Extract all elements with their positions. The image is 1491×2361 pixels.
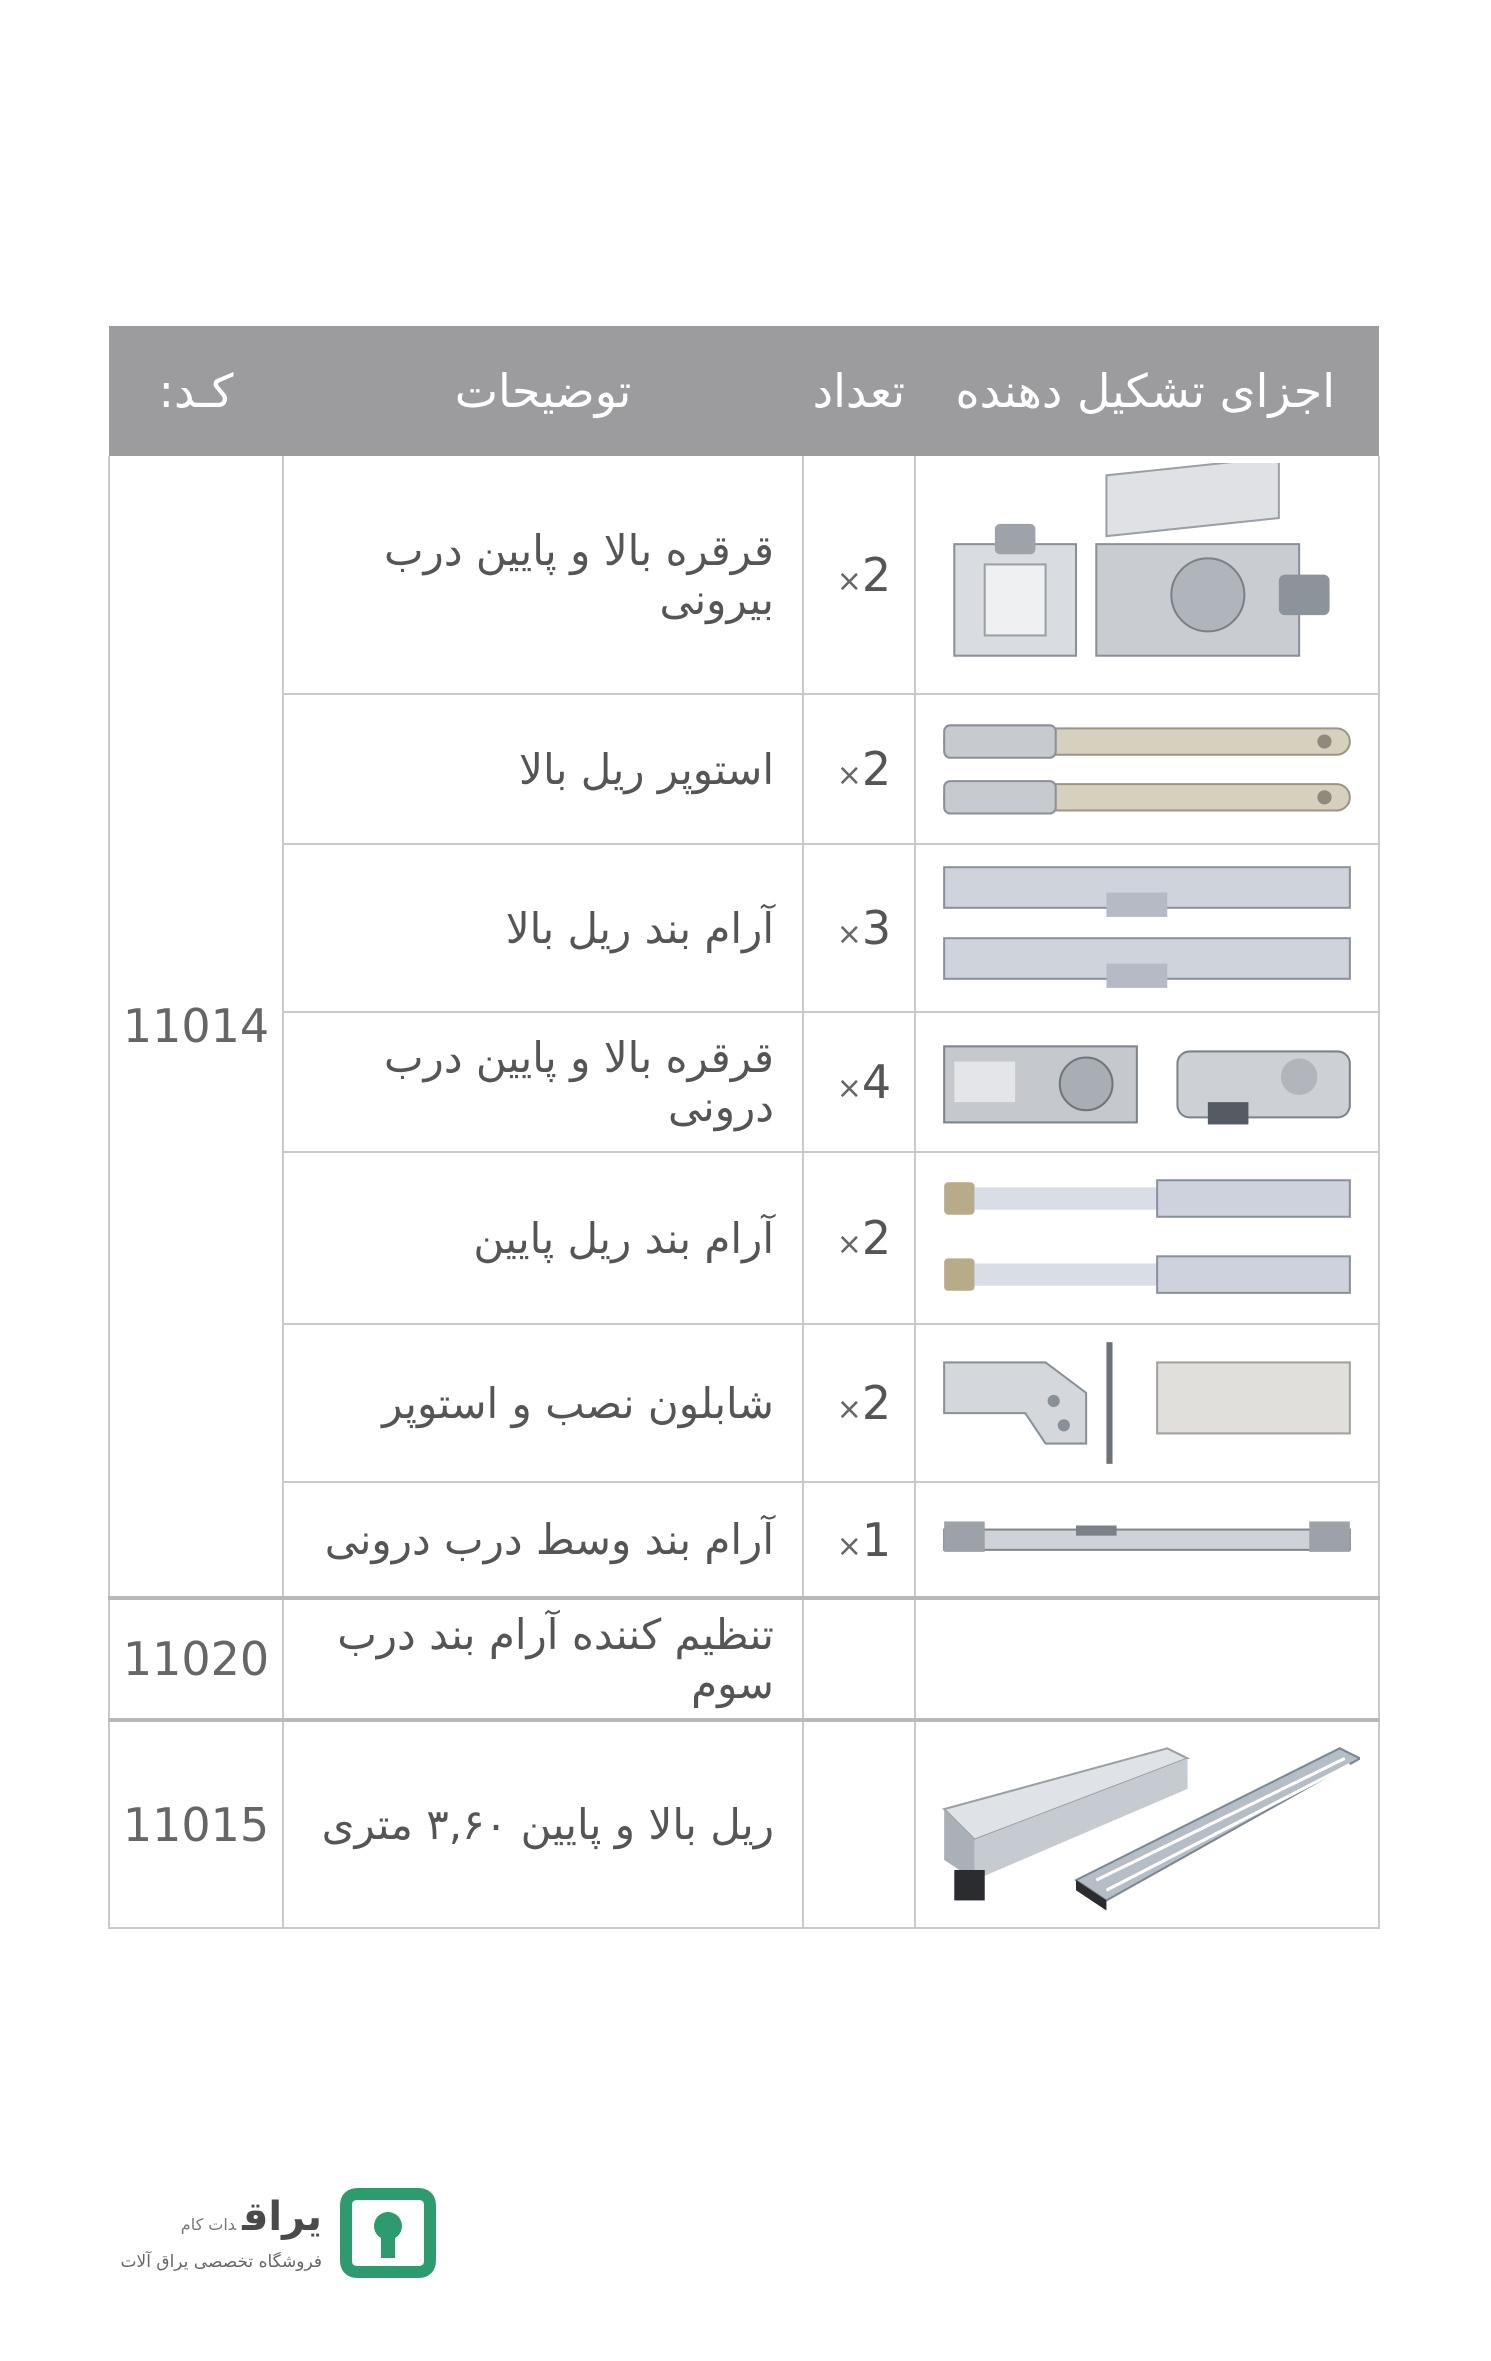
top-damper-icon <box>934 852 1360 1004</box>
table-row <box>109 1324 1379 1482</box>
brand-tagline: فروشگاه تخصصی یراق آلات <box>120 2252 322 2272</box>
door-roller-assembly-icon <box>934 463 1360 686</box>
header-components: اجزای تشکیل دهنده <box>915 326 1379 456</box>
description-cell: شابلون نصب و استوپر <box>283 1324 803 1482</box>
quantity-value: 2 <box>861 1211 892 1265</box>
keyhole-logo-icon <box>338 2186 438 2280</box>
table-row <box>109 1720 1379 1928</box>
part-image-cell <box>915 1598 1379 1720</box>
code-cell: 11015 <box>109 1720 283 1928</box>
multiply-sign: × <box>836 1392 862 1427</box>
brand-title: یراق <box>242 2194 322 2240</box>
bottom-damper-icon <box>934 1162 1360 1314</box>
code-cell: 11014 <box>109 456 283 1598</box>
description-cell: استوپر ریل بالا <box>283 694 803 844</box>
part-image-cell <box>915 1012 1379 1152</box>
template-plate-icon <box>934 1332 1360 1474</box>
quantity-value: 4 <box>861 1055 892 1109</box>
rail-stopper-icon <box>934 703 1360 835</box>
multiply-sign: × <box>836 1227 862 1262</box>
description-cell: تنظیم کننده آرام بند درب سوم <box>283 1598 803 1720</box>
quantity-cell <box>803 844 915 1012</box>
table-row <box>109 844 1379 1012</box>
multiply-sign: × <box>836 1071 862 1106</box>
aluminum-rail-icon <box>934 1728 1360 1921</box>
multiply-sign: × <box>836 758 862 793</box>
description-cell: قرقره بالا و پایین درب درونی <box>283 1012 803 1152</box>
description-cell: ریل بالا و پایین ۳,۶۰ متری <box>283 1720 803 1928</box>
quantity-value: 2 <box>861 1376 892 1430</box>
table-row <box>109 1152 1379 1324</box>
code-cell: 11020 <box>109 1598 283 1720</box>
header-description: توضیحات <box>283 326 803 456</box>
description-cell: آرام بند وسط درب درونی <box>283 1482 803 1598</box>
quantity-cell <box>803 1482 915 1598</box>
quantity-value: 2 <box>861 742 892 796</box>
multiply-sign: × <box>836 917 862 952</box>
part-image-cell <box>915 1482 1379 1598</box>
middle-damper-icon <box>934 1489 1360 1590</box>
description-cell: آرام بند ریل بالا <box>283 844 803 1012</box>
components-table <box>108 326 1380 1929</box>
quantity-cell <box>803 1598 915 1720</box>
quantity-cell <box>803 1720 915 1928</box>
store-logo <box>108 2180 448 2290</box>
table-row <box>109 1598 1379 1720</box>
description-cell: آرام بند ریل پایین <box>283 1152 803 1324</box>
quantity-value: 3 <box>861 901 892 955</box>
header-quantity: تعداد <box>803 326 915 456</box>
quantity-cell <box>803 1012 915 1152</box>
quantity-value: 2 <box>861 547 892 602</box>
table-row <box>109 1012 1379 1152</box>
table-row <box>109 456 1379 694</box>
part-image-cell <box>915 844 1379 1012</box>
part-image-cell <box>915 1324 1379 1482</box>
multiply-sign: × <box>836 1528 862 1564</box>
inner-roller-icon <box>934 1021 1360 1143</box>
part-image-cell <box>915 1152 1379 1324</box>
description-cell: قرقره بالا و پایین درب بیرونی <box>283 456 803 694</box>
quantity-cell <box>803 456 915 694</box>
table-row <box>109 694 1379 844</box>
header-code: کـد: <box>109 326 283 456</box>
quantity-cell <box>803 1324 915 1482</box>
brand-suffix: دات کام <box>180 2215 237 2234</box>
part-image-cell <box>915 1720 1379 1928</box>
part-image-cell <box>915 456 1379 694</box>
quantity-cell <box>803 1152 915 1324</box>
quantity-cell <box>803 694 915 844</box>
table-row <box>109 1482 1379 1598</box>
part-image-cell <box>915 694 1379 844</box>
quantity-value: 1 <box>861 1512 892 1567</box>
table-header-row <box>109 326 1379 456</box>
brand-name <box>181 2194 322 2240</box>
multiply-sign: × <box>836 563 862 599</box>
